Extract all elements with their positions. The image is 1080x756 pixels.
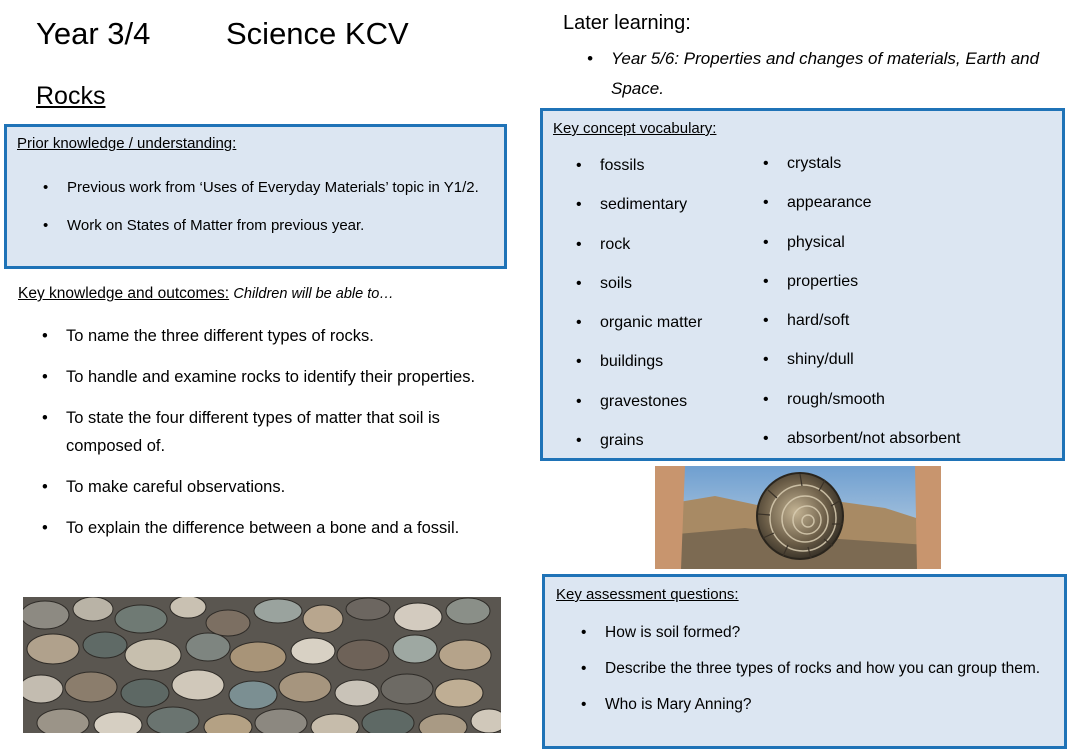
year-heading: Year 3/4 bbox=[36, 16, 151, 51]
key-knowledge-list bbox=[66, 322, 506, 555]
vocab-item: • rough/smooth bbox=[787, 391, 960, 430]
vocab-item: • buildings bbox=[600, 353, 702, 392]
list-item: • To state the four different types of matter that soil is composed of. bbox=[66, 404, 506, 460]
key-knowledge-heading bbox=[18, 285, 394, 303]
key-knowledge-title: Key knowledge and outcomes: bbox=[18, 285, 230, 302]
list-item: • How is soil formed? bbox=[605, 621, 1065, 644]
prior-knowledge-box bbox=[4, 124, 507, 269]
vocab-item: • fossils bbox=[600, 157, 702, 196]
pebbles-image bbox=[23, 597, 501, 733]
list-item: • Previous work from ‘Uses of Everyday Materials’ topic in Y1/2. bbox=[67, 175, 497, 201]
vocab-item: • gravestones bbox=[600, 393, 702, 432]
topic-heading: Rocks bbox=[36, 82, 106, 110]
vocab-item: • hard/soft bbox=[787, 312, 960, 351]
list-item: • Work on States of Matter from previous year. bbox=[67, 213, 497, 239]
vocab-item: • rock bbox=[600, 236, 702, 275]
vocabulary-box bbox=[540, 108, 1065, 461]
list-item: • Who is Mary Anning? bbox=[605, 693, 1065, 716]
vocab-item: • appearance bbox=[787, 194, 960, 233]
vocab-item: • sedimentary bbox=[600, 196, 702, 235]
assessment-list bbox=[605, 621, 1065, 729]
list-item: • To explain the difference between a bone and a fossil. bbox=[66, 514, 506, 542]
later-learning-title: Later learning: bbox=[563, 12, 691, 34]
vocab-item: • soils bbox=[600, 275, 702, 314]
ammonite-illustration bbox=[655, 466, 941, 569]
ammonite-fossil-image bbox=[655, 466, 941, 569]
vocab-item: • crystals bbox=[787, 155, 960, 194]
later-learning-list bbox=[611, 44, 1071, 104]
vocab-item: • physical bbox=[787, 234, 960, 273]
prior-knowledge-list bbox=[67, 175, 497, 251]
vocab-item: • absorbent/not absorbent bbox=[787, 430, 960, 469]
subject-heading: Science KCV bbox=[226, 16, 409, 51]
vocabulary-left-column bbox=[600, 157, 702, 471]
assessment-box bbox=[542, 574, 1067, 749]
list-item: • To name the three different types of rocks. bbox=[66, 322, 506, 350]
key-knowledge-subtitle: Children will be able to… bbox=[233, 286, 394, 302]
vocabulary-right-column bbox=[787, 155, 960, 469]
list-item: • Describe the three types of rocks and how you can group them. bbox=[605, 657, 1065, 680]
pebbles-illustration bbox=[23, 597, 501, 733]
list-item: • To make careful observations. bbox=[66, 473, 506, 501]
list-item: • To handle and examine rocks to identify their properties. bbox=[66, 363, 506, 391]
vocab-item: • shiny/dull bbox=[787, 351, 960, 390]
vocab-item: • properties bbox=[787, 273, 960, 312]
list-item: • Year 5/6: Properties and changes of materials, Earth and Space. bbox=[611, 44, 1071, 104]
vocab-item: • organic matter bbox=[600, 314, 702, 353]
vocab-item: • grains bbox=[600, 432, 702, 471]
assessment-title: Key assessment questions: bbox=[556, 586, 739, 603]
prior-knowledge-title: Prior knowledge / understanding: bbox=[17, 135, 237, 152]
vocabulary-title: Key concept vocabulary: bbox=[553, 120, 717, 137]
